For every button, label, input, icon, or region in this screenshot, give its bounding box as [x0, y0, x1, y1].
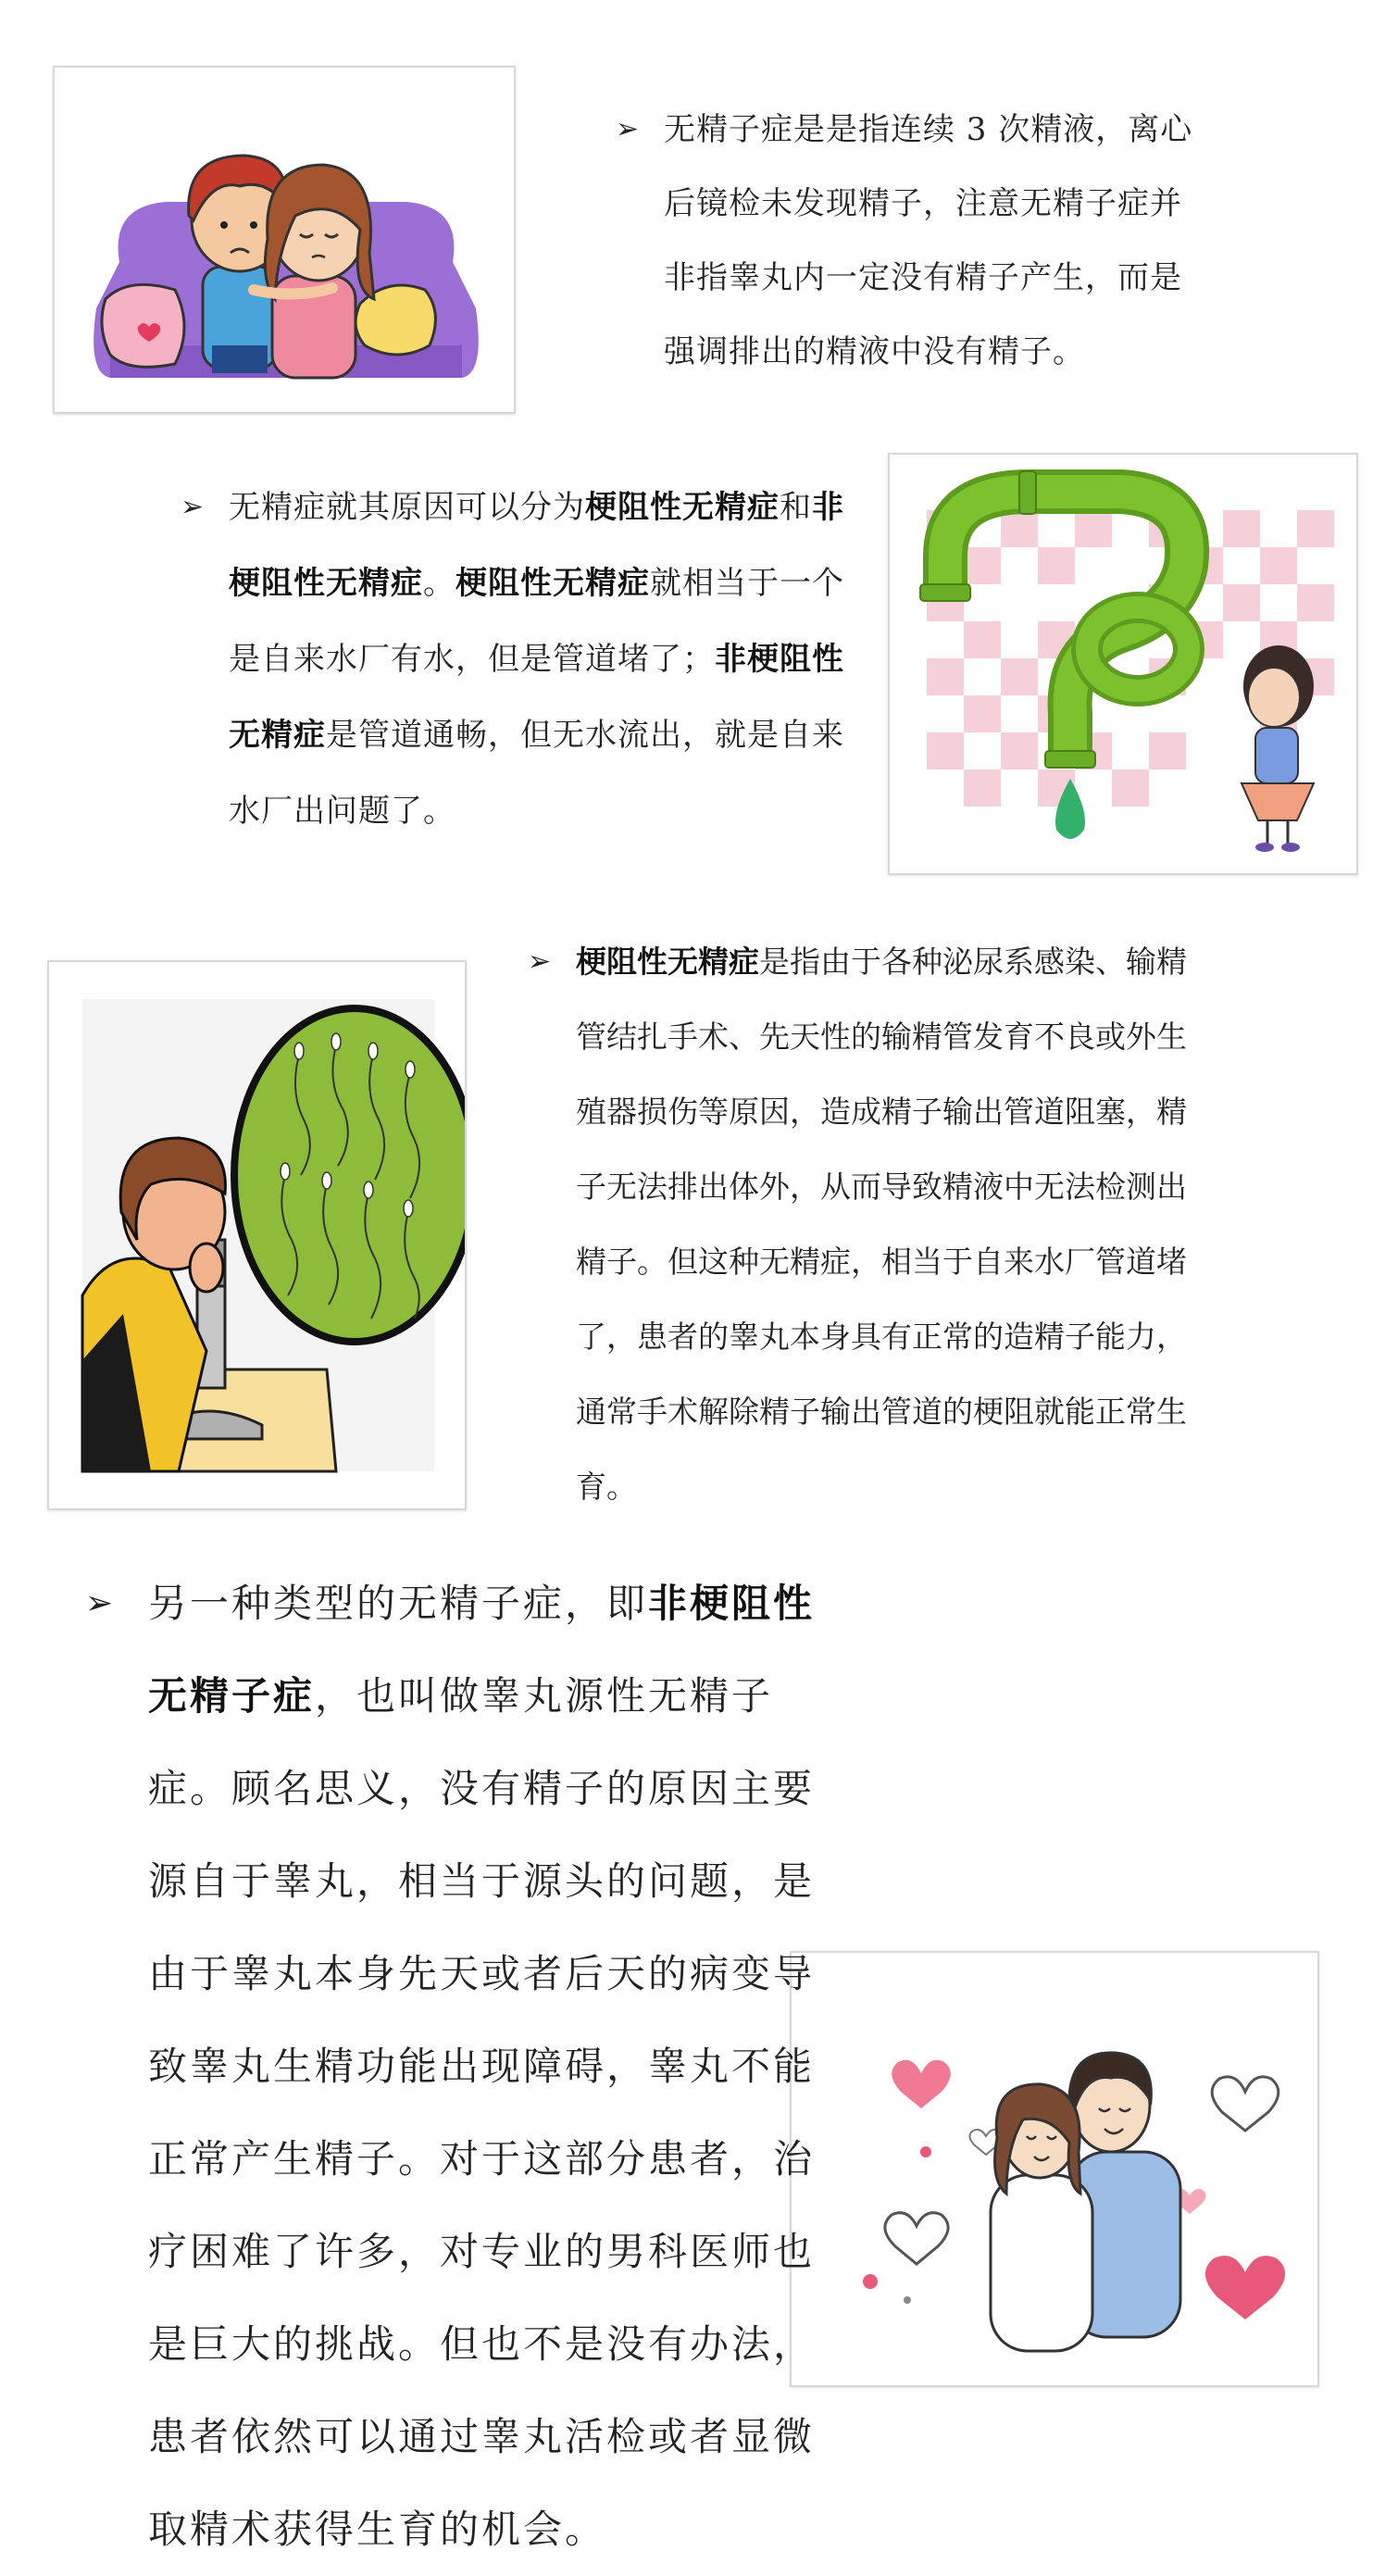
bold-term: 非梗阻性无精子症: [148, 1581, 816, 1719]
microscope-sperm-illustration: [47, 960, 467, 1510]
couple-on-sofa-illustration: [53, 66, 516, 414]
text-segment: 就相当于一个是自来水厂有水，但是管道堵了；: [229, 565, 844, 678]
text-segment: 和: [780, 489, 812, 526]
bold-term: 梗阻性无精症: [576, 944, 759, 980]
bullet-arrow-icon: ➢: [528, 945, 552, 978]
text-segment: 是指由于各种泌尿系感染、输精管结扎手术、先天性的输精管发育不良或外生殖器损伤等原因，造成精子输出管道阻塞，精子无法排出体外，从而导致精液中无法检测出精子。但这种无精症，相当于自来水厂管道堵了，患者的睾丸本身具有正常的造精子能力，通常手术解除精子输出管道的梗阻就能正常生育。: [576, 944, 1187, 1505]
paragraph-definition: [616, 93, 1217, 398]
bold-term: 梗阻性无精症: [585, 489, 780, 526]
bullet-arrow-icon: ➢: [616, 113, 640, 145]
paragraph-causes: [181, 469, 875, 858]
text-segment: 是管道通畅，但无水流出，就是自来水厂出问题了。: [229, 717, 844, 830]
bullet-arrow-icon: ➢: [181, 491, 205, 523]
text-segment: 另一种类型的无精子症，即: [148, 1581, 649, 1626]
pipe-question-mark-illustration: [888, 453, 1358, 875]
bold-term: 非梗阻性无精症: [229, 641, 844, 754]
bold-term: 非梗阻性无精症: [229, 489, 844, 602]
text-segment: 无精子症是是指连续 3 次精液，离心后镜检未发现精子，注意无精子症并非指睾丸内一定没有精子产生，而是强调排出的精液中没有精子。: [664, 111, 1193, 370]
text-segment: 。: [423, 565, 455, 602]
bullet-arrow-icon: ➢: [85, 1584, 114, 1622]
paragraph-non-obstructive-text: [148, 1557, 1370, 2576]
bold-term: 梗阻性无精症: [455, 565, 650, 602]
paragraph-definition-text: [664, 93, 1210, 389]
paragraph-non-obstructive: [85, 1557, 1372, 2552]
paragraph-causes-text: [229, 469, 867, 849]
hearts-image-spacer: [852, 1956, 1370, 2437]
text-segment: 无精症就其原因可以分为: [229, 489, 585, 526]
text-segment: ，也叫做睾丸源性无精子症。顾名思义，没有精子的原因主要源自于睾丸，相当于源头的问题，是由于睾丸本身先天或者后天的病变导致睾丸生精功能出现障碍，睾丸不能正常产生精子。对于这部分患者，治疗困难了许多，对专业的男科医师也是巨大的挑战。但也不是没有办法，患者依然可以通过睾丸活检或者显微取精术获得生育的机会。: [148, 1673, 816, 2552]
paragraph-obstructive-text: [576, 924, 1205, 1524]
paragraph-obstructive: [528, 924, 1213, 1526]
